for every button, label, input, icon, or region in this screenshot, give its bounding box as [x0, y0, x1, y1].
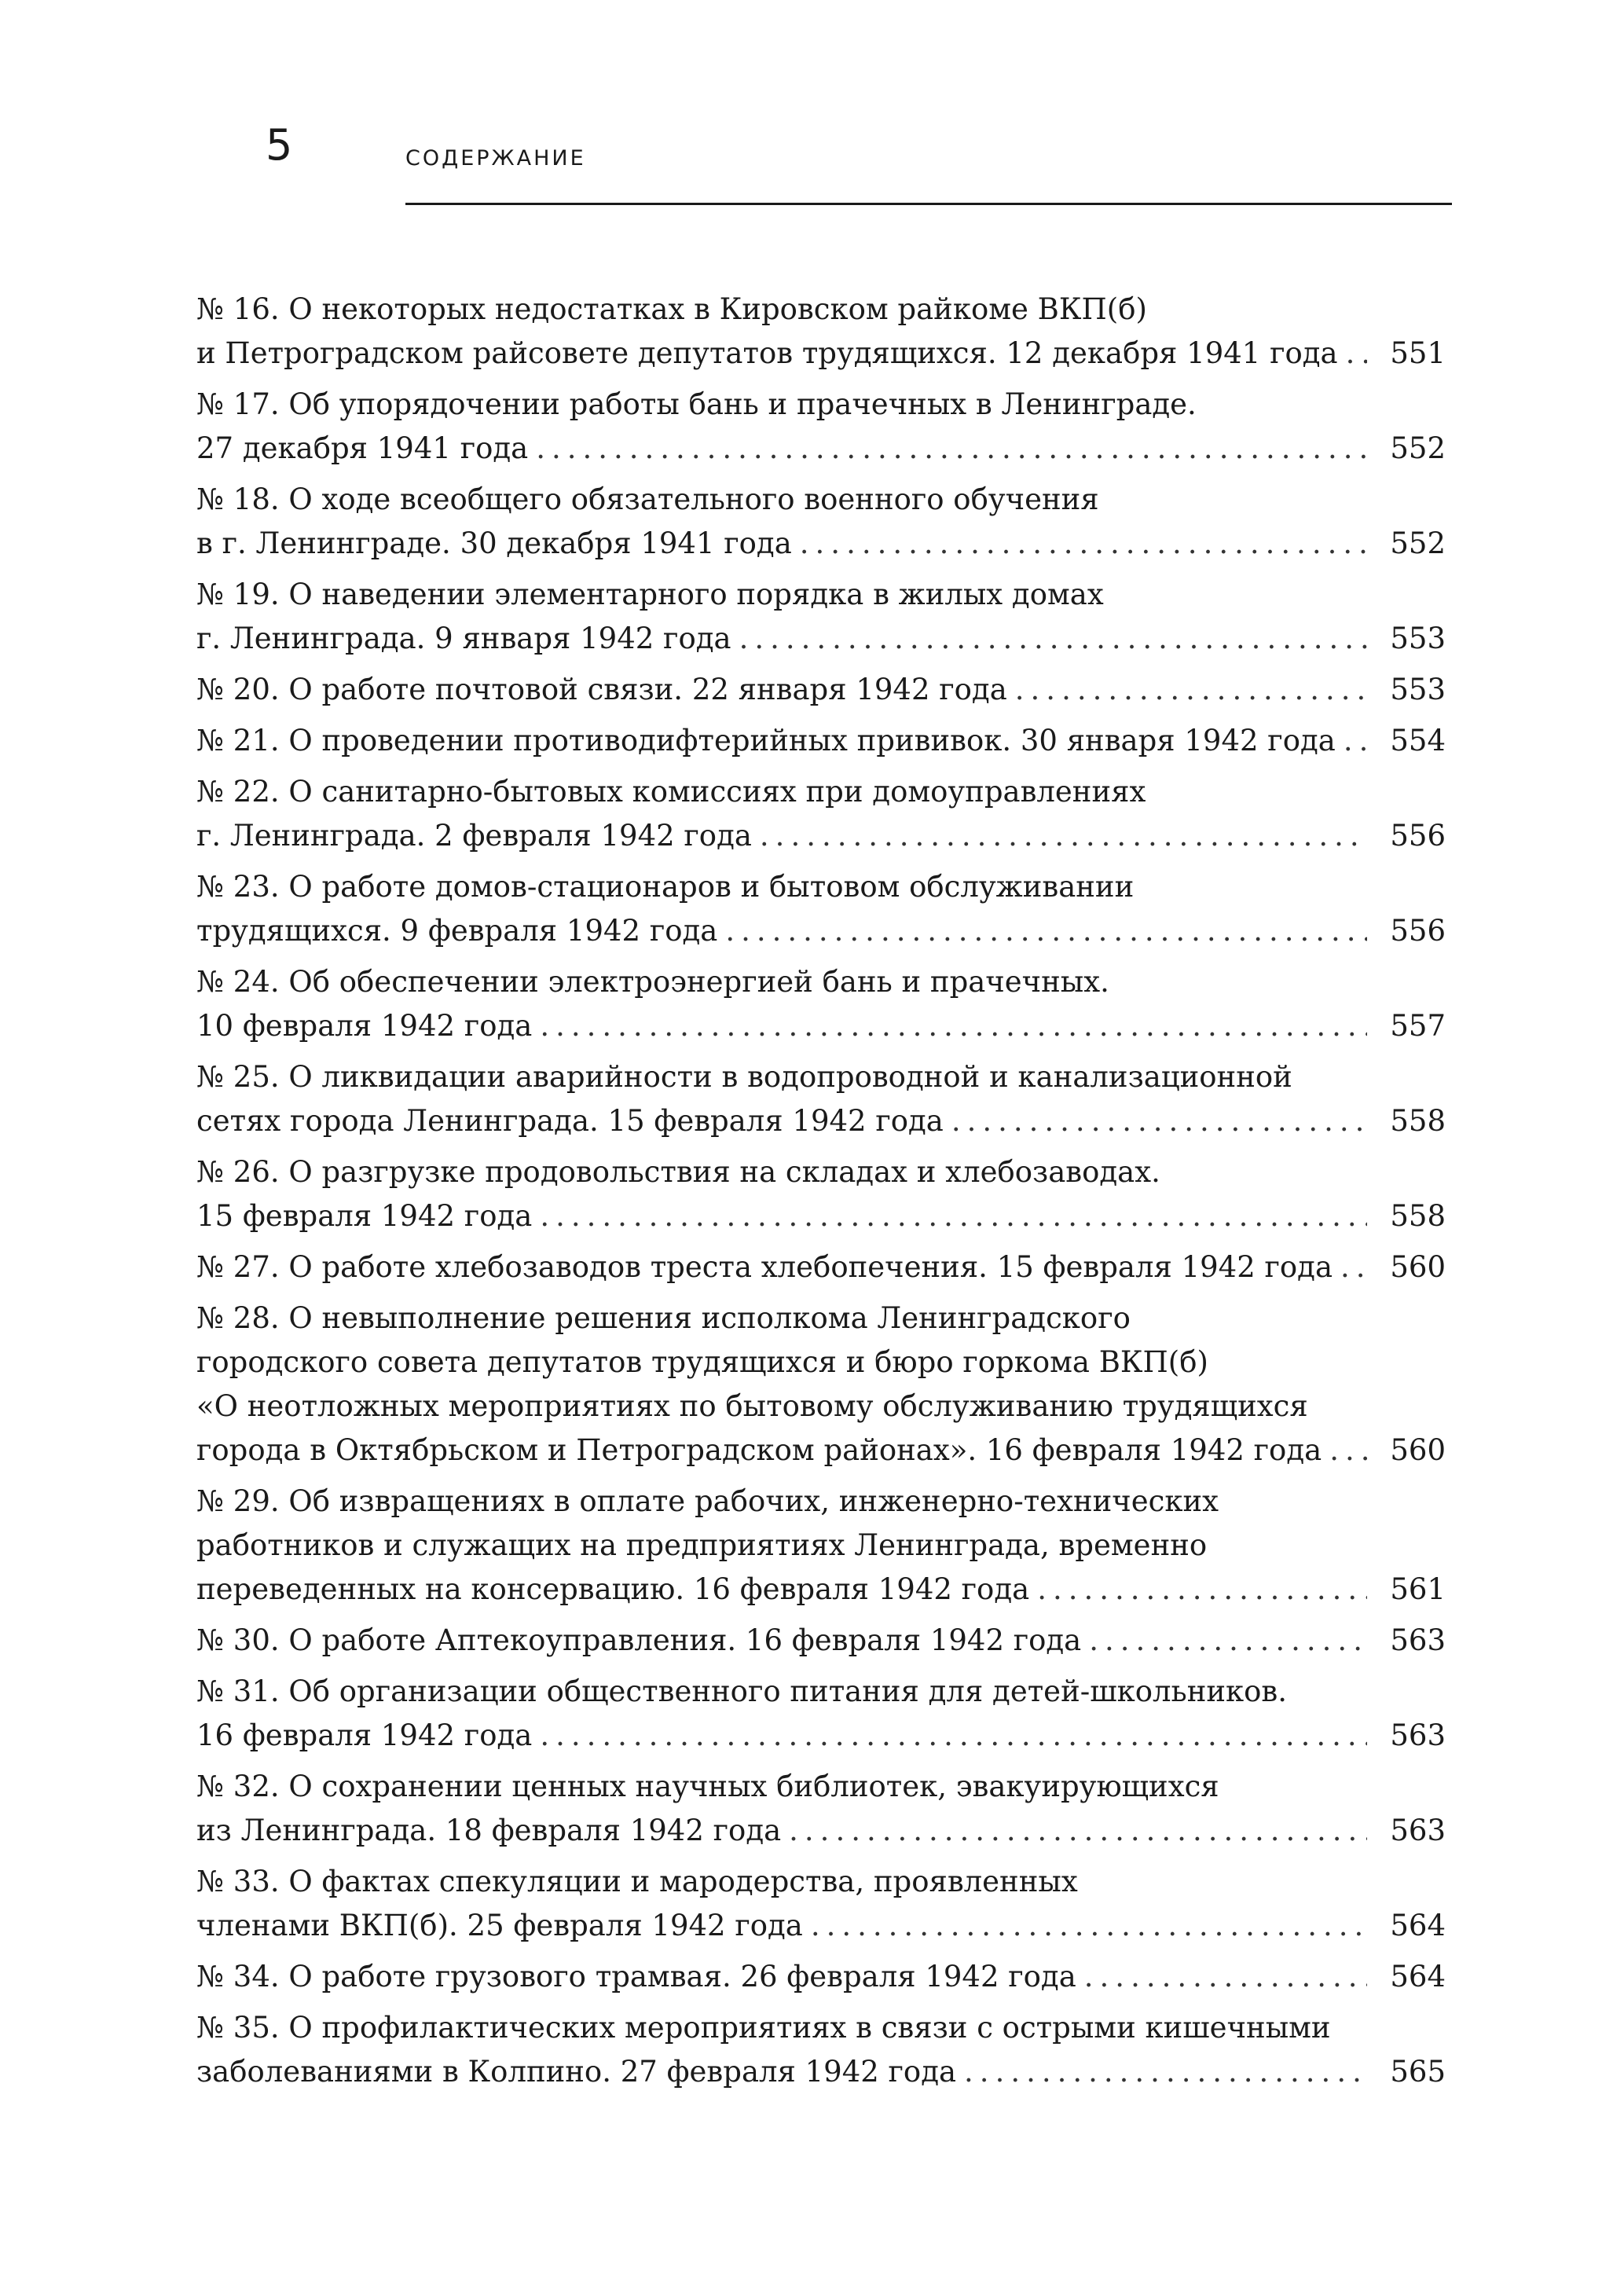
toc-entry[interactable] — [196, 668, 1446, 712]
toc-entry-title-line: и Петроградском райсовете депутатов трудящихся. 12 декабря 1941 года — [196, 336, 1338, 370]
toc-entry-last-line — [196, 1619, 1446, 1663]
toc-entry-page-number: 553 — [1390, 673, 1446, 706]
dot-leader — [964, 2050, 1367, 2094]
dot-leader — [540, 1004, 1367, 1048]
toc-entry-page-number: 551 — [1390, 336, 1446, 370]
toc-entry-title-line: г. Ленинграда. 2 февраля 1942 года — [196, 819, 752, 853]
dot-leader — [811, 1904, 1367, 1948]
toc-entry[interactable] — [196, 960, 1446, 1048]
toc-entry-title-line: городского совета депутатов трудящихся и бюро горкома ВКП(б) — [196, 1345, 1208, 1379]
toc-entry[interactable] — [196, 719, 1446, 763]
toc-entry-title-line: № 20. О работе почтовой связи. 22 января 1942 года — [196, 673, 1007, 706]
dot-leader — [951, 1099, 1367, 1143]
toc-entry-title-line: № 24. Об обеспечении электроэнергией бань и прачечных. — [196, 965, 1109, 999]
dot-leader — [800, 522, 1367, 566]
dot-leader — [1015, 668, 1367, 712]
dot-leader — [789, 1809, 1367, 1853]
dot-leader — [1089, 1619, 1367, 1663]
dot-leader — [1344, 719, 1367, 763]
toc-entry-title-line: № 17. Об упорядочении работы бань и прачечных в Ленинграде. — [196, 387, 1197, 421]
toc-entry-title-line: № 27. О работе хлебозаводов треста хлебопечения. 15 февраля 1942 года — [196, 1250, 1333, 1284]
header-rule — [405, 203, 1452, 205]
toc-entry-title-line: № 35. О профилактических мероприятиях в связи с острыми кишечными — [196, 2011, 1331, 2045]
toc-entry-page-number: 552 — [1390, 526, 1446, 560]
page-header — [0, 0, 1624, 212]
toc-entry-title-line: г. Ленинграда. 9 января 1942 года — [196, 622, 731, 655]
toc-entry-title-line: № 19. О наведении элементарного порядка в жилых домах — [196, 578, 1104, 611]
toc-entry[interactable] — [196, 1245, 1446, 1289]
toc-entry-title-line: «О неотложных мероприятиях по бытовому обслуживанию трудящихся — [196, 1389, 1308, 1423]
dot-leader — [1346, 332, 1367, 376]
dot-leader — [540, 1194, 1367, 1238]
toc-entry[interactable] — [196, 2006, 1446, 2094]
toc-entry-title-line: заболеваниями в Колпино. 27 февраля 1942 года — [196, 2055, 957, 2089]
toc-entry-last-line — [196, 1194, 1446, 1238]
dot-leader — [760, 814, 1367, 858]
toc-entry-page-number: 553 — [1390, 622, 1446, 655]
toc-entry-title-line: № 30. О работе Аптекоуправления. 16 февраля 1942 года — [196, 1623, 1082, 1657]
toc-entry-title-line: № 26. О разгрузке продовольствия на складах и хлебозаводах. — [196, 1155, 1160, 1189]
toc-entry-page-number: 563 — [1390, 1718, 1446, 1752]
toc-entry-page-number: 565 — [1390, 2055, 1446, 2089]
toc-entry[interactable] — [196, 573, 1446, 661]
toc-entry-page-number: 558 — [1390, 1104, 1446, 1138]
toc-entry[interactable] — [196, 478, 1446, 566]
toc-entry[interactable] — [196, 1297, 1446, 1473]
toc-entry[interactable] — [196, 770, 1446, 858]
toc-entry-page-number: 560 — [1390, 1433, 1446, 1467]
toc-entry-last-line — [196, 1004, 1446, 1048]
dot-leader — [1329, 1429, 1367, 1473]
toc-entry-last-line — [196, 668, 1446, 712]
toc-entry[interactable] — [196, 1670, 1446, 1758]
toc-entry-last-line — [196, 617, 1446, 661]
toc-entry-page-number: 564 — [1390, 1960, 1446, 1993]
toc-entry-title-line: из Ленинграда. 18 февраля 1942 года — [196, 1814, 782, 1847]
toc-entry-title-line: № 31. Об организации общественного питания для детей-школьников. — [196, 1674, 1288, 1708]
toc-entry-page-number: 557 — [1390, 1009, 1446, 1043]
toc-entry[interactable] — [196, 1480, 1446, 1612]
toc-entry-title-line: № 23. О работе домов-стационаров и бытовом обслуживании — [196, 870, 1135, 904]
toc-entry-last-line — [196, 1904, 1446, 1948]
toc-entry[interactable] — [196, 1055, 1446, 1143]
toc-entry[interactable] — [196, 1619, 1446, 1663]
toc-entry[interactable] — [196, 1150, 1446, 1238]
toc-entry-title-line: работников и служащих на предприятиях Ленинграда, временно — [196, 1528, 1208, 1562]
toc-entry-page-number: 554 — [1390, 724, 1446, 757]
toc-entry-last-line — [196, 2050, 1446, 2094]
toc-entry-title-line: трудящихся. 9 февраля 1942 года — [196, 914, 718, 948]
toc-entry-last-line — [196, 1809, 1446, 1853]
toc-entry-page-number: 552 — [1390, 431, 1446, 465]
toc-entry[interactable] — [196, 1860, 1446, 1948]
toc-entry-title-line: 15 февраля 1942 года — [196, 1199, 533, 1233]
toc-entry-title-line: № 18. О ходе всеобщего обязательного военного обучения — [196, 482, 1099, 516]
toc-entry-title-line: 16 февраля 1942 года — [196, 1718, 533, 1752]
toc-entry-last-line — [196, 1429, 1446, 1473]
toc-entry-last-line — [196, 1245, 1446, 1289]
toc-entry-last-line — [196, 522, 1446, 566]
toc-entry-page-number: 560 — [1390, 1250, 1446, 1284]
toc-entry-page-number: 558 — [1390, 1199, 1446, 1233]
running-title: СОДЕРЖАНИЕ — [405, 146, 586, 171]
toc-entry-title-line: 10 февраля 1942 года — [196, 1009, 533, 1043]
toc-entry-last-line — [196, 1955, 1446, 1999]
toc-entry-title-line: 27 декабря 1941 года — [196, 431, 529, 465]
toc-entry-last-line — [196, 719, 1446, 763]
toc-entry-page-number: 556 — [1390, 914, 1446, 948]
toc-entry-page-number: 563 — [1390, 1814, 1446, 1847]
toc-entry[interactable] — [196, 383, 1446, 471]
toc-entry-page-number: 556 — [1390, 819, 1446, 853]
toc-entry-title-line: № 29. Об извращениях в оплате рабочих, инженерно-технических — [196, 1484, 1219, 1518]
toc-entry-page-number: 564 — [1390, 1909, 1446, 1942]
dot-leader — [540, 1714, 1367, 1758]
table-of-contents — [196, 288, 1446, 2101]
toc-entry-title-line: № 28. О невыполнение решения исполкома Ленинградского — [196, 1301, 1131, 1335]
dot-leader — [725, 909, 1367, 953]
toc-entry-title-line: города в Октябрьском и Петроградском районах». 16 февраля 1942 года — [196, 1433, 1322, 1467]
toc-entry-last-line — [196, 1568, 1446, 1612]
toc-entry[interactable] — [196, 1765, 1446, 1853]
toc-entry-last-line — [196, 814, 1446, 858]
toc-entry-title-line: № 16. О некоторых недостатках в Кировском райкоме ВКП(б) — [196, 292, 1147, 326]
toc-entry-page-number: 561 — [1390, 1572, 1446, 1606]
toc-entry-title-line: переведенных на консервацию. 16 февраля 1942 года — [196, 1572, 1030, 1606]
toc-entry-last-line — [196, 332, 1446, 376]
dot-leader — [1084, 1955, 1367, 1999]
dot-leader — [1037, 1568, 1367, 1612]
toc-entry-last-line — [196, 1099, 1446, 1143]
dot-leader — [739, 617, 1367, 661]
toc-entry[interactable] — [196, 288, 1446, 376]
toc-entry-title-line: № 25. О ликвидации аварийности в водопроводной и канализационной — [196, 1060, 1292, 1094]
toc-entry-title-line: в г. Ленинграде. 30 декабря 1941 года — [196, 526, 792, 560]
toc-entry-last-line — [196, 909, 1446, 953]
toc-entry-title-line: № 32. О сохранении ценных научных библиотек, эвакуирующихся — [196, 1770, 1219, 1803]
dot-leader — [1340, 1245, 1367, 1289]
toc-entry-last-line — [196, 427, 1446, 471]
toc-entry[interactable] — [196, 865, 1446, 953]
toc-entry-title-line: № 22. О санитарно-бытовых комиссиях при домоуправлениях — [196, 775, 1146, 809]
toc-entry-title-line: членами ВКП(б). 25 февраля 1942 года — [196, 1909, 803, 1942]
toc-entry-page-number: 563 — [1390, 1623, 1446, 1657]
toc-entry-last-line — [196, 1714, 1446, 1758]
toc-entry[interactable] — [196, 1955, 1446, 1999]
dot-leader — [536, 427, 1367, 471]
page-number: 5 — [266, 120, 293, 170]
toc-entry-title-line: сетях города Ленинграда. 15 февраля 1942 года — [196, 1104, 944, 1138]
toc-entry-title-line: № 34. О работе грузового трамвая. 26 февраля 1942 года — [196, 1960, 1076, 1993]
toc-entry-title-line: № 21. О проведении противодифтерийных прививок. 30 января 1942 года — [196, 724, 1336, 757]
toc-entry-title-line: № 33. О фактах спекуляции и мародерства, проявленных — [196, 1865, 1078, 1898]
